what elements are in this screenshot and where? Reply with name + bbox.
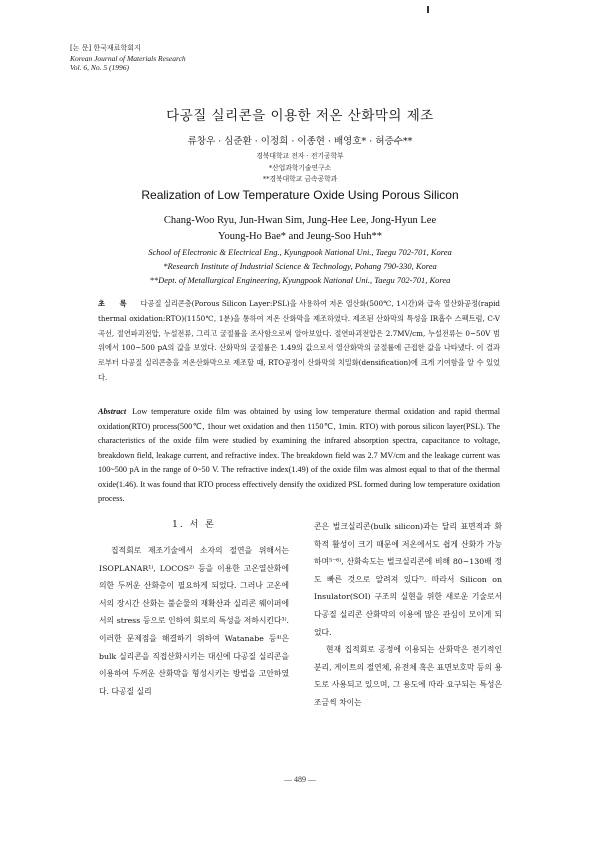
authors-en-line: Young-Ho Bae* and Jeung-Soo Huh** [217, 230, 382, 242]
authors-en-line: Chang-Woo Ryu, Jun-Hwan Sim, Jung-Hee Lee, Jong-Hyun Lee [163, 215, 437, 226]
page-edge-mark [427, 6, 429, 13]
journal-header [70, 44, 186, 73]
affiliation-ko: *산업과학기술연구소 [268, 163, 332, 172]
affiliation-en: School of Electronic & Electrical Eng., Kyungpook National Uni., Taegu 702-701, Korea [148, 247, 452, 257]
abstract-en-text: Low temperature oxide film was obtained by using low temperature thermal oxidation and rapid thermal oxidation(RTO) process(500℃, 1hour wet oxidation and then 1150℃, 1min. RTO) with porous silicon layer(PSL). The characteristics of the oxide film were studied by examining the infrared absorption spectra, capacitance to voltage, breakdown field, leakage current, and refractive index. The breakdown field was 2.7 MV/cm and the leakage current was 100~500 pA in the range of 0~50 V. The refractive index(1.49) of the oxide film was almost equal to that of the thermal oxide(1.46). It was found that RTO process effectively densify the oxidized PSL formed during low temperature oxidation process. [98, 407, 500, 503]
body-paragraph: 집적회로 제조기술에서 소자의 절연을 위해서는 ISOPLANAR¹⁾, LOCOS²⁾ 등을 이용한 고온열산화에 의한 두꺼운 산화층이 필요하게 되었다. 그러나 고온에서의 장시간 산화는 불순물의 재확산과 실리콘 웨이퍼에서의 stress 등으로 인하여 회로의 특성을 저하시킨다³⁾. 이러한 문제점을 해결하기 위하여 Watanabe 등⁴⁾은 bulk 실리콘을 직접산화시키는 대신에 다공질 실리콘을 이용하여 두꺼운 산화막을 형성시키는 방법을 고안하였다. 다공질 실리 [99, 546, 289, 696]
page-number: — 489 — [284, 775, 316, 784]
section-heading-introduction: 1. 서 론 [172, 520, 216, 530]
affiliation-en: **Dept. of Metallurgical Engineering, Kyungpook National Uni., Taegu 702-701, Korea [149, 275, 451, 285]
authors-ko: 류창우 · 심준환 · 이정희 · 이종현 · 배영호* · 허증수** [187, 136, 413, 147]
body-column-left [99, 542, 289, 700]
affiliation-ko: 경북대학교 전자 · 전기공학부 [256, 152, 344, 160]
journal-name-en: Korean Journal of Materials Research [70, 53, 186, 63]
body-paragraph: 콘은 벌크실리콘(bulk silicon)과는 달리 표면적과 화학적 활성이 크기 때문에 저온에서도 쉽게 산화가 가능하며⁵⁻⁶⁾, 산화속도는 벌크실리콘에 비해 80~130배 정도 빠른 것으로 알려져 있다⁷⁾. 따라서 Silicon on Insulator(SOI) 구조의 실현을 위한 새로운 기술로서 다공질 실리콘 산화막의 이용에 많은 관심이 모이게 되었다. [314, 522, 502, 637]
body-column-right [314, 518, 502, 712]
paper-title-ko: 다공질 실리콘을 이용한 저온 산화막의 제조 [166, 108, 434, 124]
authors-en [0, 213, 600, 244]
abstract-ko-label: 초 록 [98, 299, 133, 308]
abstract-en-label: Abstract [98, 407, 127, 416]
affiliation-ko: **경북대학교 금속공학과 [262, 175, 338, 183]
paper-title-en: Realization of Low Temperature Oxide Using Porous Silicon [141, 188, 459, 202]
affiliations-ko [0, 151, 600, 186]
journal-volume: Vol. 6, No. 5 (1996) [70, 63, 129, 72]
abstract-en [98, 405, 500, 507]
journal-name-ko: [논 문] 한국재료학회지 [70, 44, 141, 52]
affiliations-en [0, 245, 600, 287]
abstract-ko [98, 297, 500, 386]
abstract-ko-text: 다공질 실리콘층(Porous Silicon Layer:PSL)을 사용하여 저온 열산화(500℃, 1시간)와 급속 열산화공정(rapid thermal oxidation:RTO)(1150℃, 1분)을 통하여 저온 산화막을 제조하였다. 제조된 산화막의 특성을 IR흡수 스펙트럼, C-V 곡선, 절연파괴전압, 누설전류, 그리고 굴절률을 조사함으로써 알아보았다. 절연파괴전압은 2.7MV/cm, 누설전류는 0~50V 범위에서 100~500 pA의 값을 보였다. 산화막의 굴절률은 1.49의 값으로서 열산화막의 굴절률에 근접한 값을 나타냈다. 이 결과로부터 다공질 실리콘층을 저온산화막으로 제조할 때, RTO공정이 산화막의 치밀화(densification)에 크게 기여함을 알 수 있었다. [98, 299, 501, 382]
body-paragraph: 현재 집적회로 공정에 이용되는 산화막은 전기적인 분리, 게이트의 절연체, 유전체 혹은 표면보호막 등의 용도로 사용되고 있으며, 그 용도에 따라 요구되는 특성은 조금씩 차이는 [314, 645, 503, 707]
affiliation-en: *Research Institute of Industrial Science & Technology, Pohang 790-330, Korea [163, 261, 437, 271]
